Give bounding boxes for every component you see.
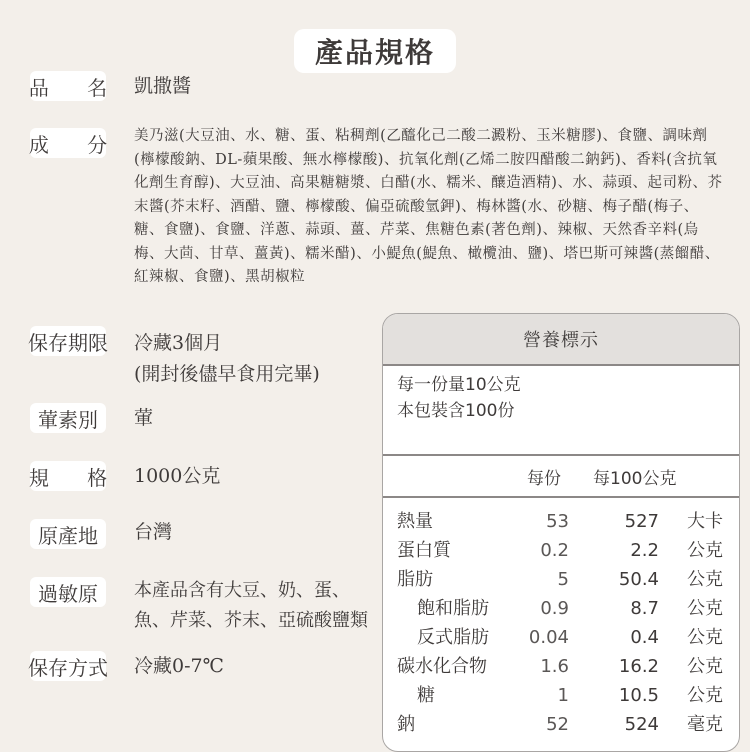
diet-type-value: 葷 (134, 407, 154, 429)
label-ingredients: 成 分 (30, 128, 106, 158)
per-serving-value: 5 (557, 569, 569, 590)
nutrient-name: 糖 (417, 685, 435, 706)
unit: 公克 (687, 627, 723, 648)
column-header-per-100g: 每100公克 (593, 469, 677, 489)
unit: 公克 (687, 656, 723, 677)
nutrition-row (383, 624, 739, 652)
per-serving-value: 0.2 (540, 540, 569, 561)
storage-period-line2: (開封後儘早食用完畢) (134, 363, 320, 385)
unit: 公克 (687, 540, 723, 561)
per-100g-value: 50.4 (618, 569, 659, 590)
label-diet-type: 葷素別 (30, 403, 106, 433)
spec-value: 1000公克 (134, 465, 221, 487)
unit: 公克 (687, 685, 723, 706)
nutrition-row (383, 537, 739, 565)
unit: 大卡 (687, 511, 723, 532)
per-100g-value: 16.2 (618, 656, 659, 677)
divider (383, 454, 739, 456)
label-storage-period: 保存期限 (30, 326, 106, 356)
per-100g-value: 0.4 (630, 627, 659, 648)
origin-value: 台灣 (134, 521, 173, 543)
nutrient-name: 鈉 (397, 714, 415, 735)
label-spec: 規 格 (30, 461, 106, 491)
per-serving-value: 0.9 (540, 598, 569, 619)
servings-per-package: 本包裝含100份 (397, 401, 515, 421)
nutrient-name: 蛋白質 (397, 540, 451, 561)
serving-size: 每一份量10公克 (397, 375, 521, 395)
storage-period-line1: 冷藏3個月 (134, 332, 223, 354)
serving-info (397, 372, 521, 424)
column-header-per-serving: 每份 (527, 469, 561, 489)
label-storage-method: 保存方式 (30, 651, 106, 681)
nutrition-row (383, 711, 739, 739)
nutrition-row (383, 682, 739, 710)
per-100g-value: 2.2 (630, 540, 659, 561)
page-title: 產品規格 (294, 29, 456, 73)
per-100g-value: 10.5 (618, 685, 659, 706)
per-serving-value: 53 (546, 511, 569, 532)
nutrition-facts-panel (382, 313, 740, 752)
label-allergen: 過敏原 (30, 577, 106, 607)
per-100g-value: 524 (624, 714, 659, 735)
nutrient-name: 碳水化合物 (397, 656, 487, 677)
per-serving-value: 1.6 (540, 656, 569, 677)
nutrient-name: 熱量 (397, 511, 433, 532)
per-100g-value: 527 (624, 511, 659, 532)
nutrition-row (383, 595, 739, 623)
divider (383, 364, 739, 366)
nutrient-name: 飽和脂肪 (417, 598, 489, 619)
nutrition-row (383, 653, 739, 681)
unit: 公克 (687, 598, 723, 619)
unit: 公克 (687, 569, 723, 590)
nutrient-name: 反式脂肪 (417, 627, 489, 648)
nutrition-row (383, 508, 739, 536)
unit: 毫克 (687, 714, 723, 735)
product-name-value: 凱撒醬 (134, 75, 192, 97)
per-serving-value: 1 (557, 685, 569, 706)
per-serving-value: 52 (546, 714, 569, 735)
allergen-value: 本產品含有大豆、奶、蛋、魚、芹菜、芥末、亞硫酸鹽類 (134, 580, 368, 631)
nutrition-row (383, 566, 739, 594)
nutrition-header: 營養標示 (383, 314, 739, 364)
label-origin: 原產地 (30, 519, 106, 549)
ingredients-value: 美乃滋(大豆油、水、糖、蛋、粘稠劑(乙醯化己二酸二澱粉、玉米糖膠)、食鹽、調味劑(檸檬酸鈉、DL-蘋果酸、無水檸檬酸)、抗氧化劑(乙烯二胺四醋酸二鈉鈣)、香料(含抗氧化劑生育醇)、大豆油、高果糖糖漿、白醋(水、糯米、釀造酒精)、水、蒜頭、起司粉、芥末醬(芥末籽、酒醋、鹽、檸檬酸、偏亞硫酸氫鉀)、梅林醬(水、砂糖、梅子醋(梅子、糖、食鹽)、食鹽、洋蔥、蒜頭、薑、芹菜、焦糖色素(著色劑)、辣椒、天然香辛料(烏梅、大茴、甘草、薑黃)、糯米醋)、小鯷魚(鯷魚、橄欖油、鹽)、塔巴斯可辣醬(蒸餾醋、紅辣椒、食鹽)、黑胡椒粒 (134, 128, 723, 285)
storage-method-value: 冷藏0-7℃ (134, 655, 224, 677)
nutrient-name: 脂肪 (397, 569, 433, 590)
per-100g-value: 8.7 (630, 598, 659, 619)
label-product-name: 品 名 (30, 71, 106, 101)
per-serving-value: 0.04 (528, 627, 569, 648)
divider (383, 496, 739, 498)
